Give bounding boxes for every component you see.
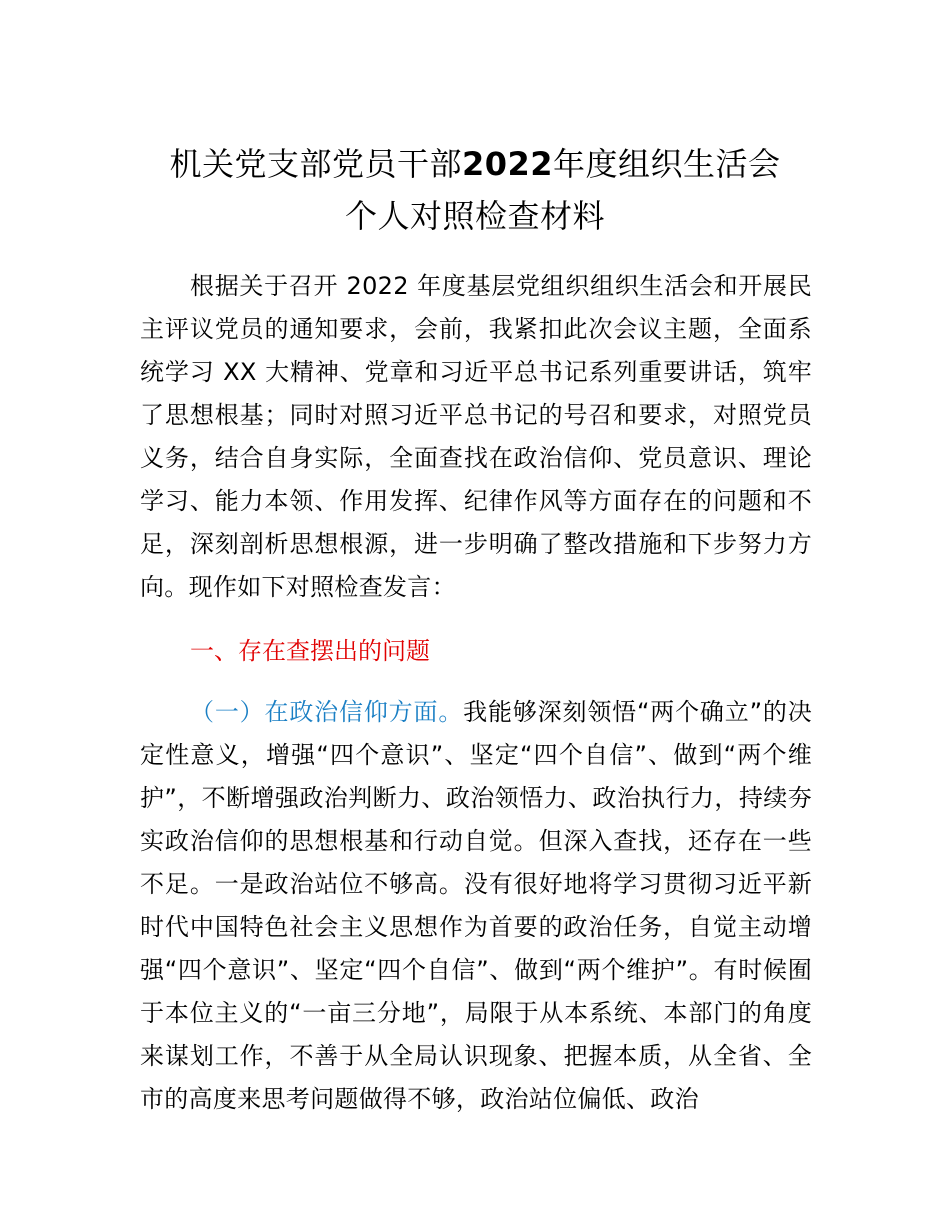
intro-paragraph: 根据关于召开 2022 年度基层党组织组织生活会和开展民主评议党员的通知要求，会前，我紧扣此次会议主题，全面系统学习 XX 大精神、党章和习近平总书记系列重要讲话，筑牢了思想根基；同时对照习近平总书记的号召和要求，对照党员义务，结合自身实际，全面查找在政治信仰、党员意识、理论学习、能力本领、作用发挥、纪律作风等方面存在的问题和不足，深刻剖析思想根源，进一步明确了整改措施和下步努力方向。现作如下对照检查发言： [140, 272, 812, 601]
section-heading: 一、存在查摆出的问题 [190, 637, 430, 665]
title-year: 2022 [461, 145, 554, 183]
section-paragraph-text: 我能够深刻领悟“两个确立”的决定性意义，增强“四个意识”、坚定“四个自信”、做到“两个维护”，不断增强政治判断力、政治领悟力、政治执行力，持续夯实政治信仰的思想根基和行动自觉。但深入查找，还存在一些不足。一是政治站位不够高。没有很好地将学习贯彻习近平新时代中国特色社会主义思想作为首要的政治任务，自觉主动增强“四个意识”、坚定“四个自信”、做到“两个维护”。有时候囿于本位主义的“一亩三分地”，局限于从本系统、本部门的角度来谋划工作，不善于从全局认识现象、把握本质，从全省、全市的高度来思考问题做得不够，政治站位偏低、政治 [140, 698, 812, 1113]
document-title-line1 [0, 142, 950, 186]
title-suffix: 年度组织生活会 [553, 145, 781, 183]
document-title-line2: 个人对照检查材料 [344, 197, 605, 235]
sub-heading: （一）在政治信仰方面。 [190, 698, 464, 726]
section-paragraph [140, 691, 812, 1121]
title-prefix: 机关党支部党员干部 [169, 145, 462, 183]
